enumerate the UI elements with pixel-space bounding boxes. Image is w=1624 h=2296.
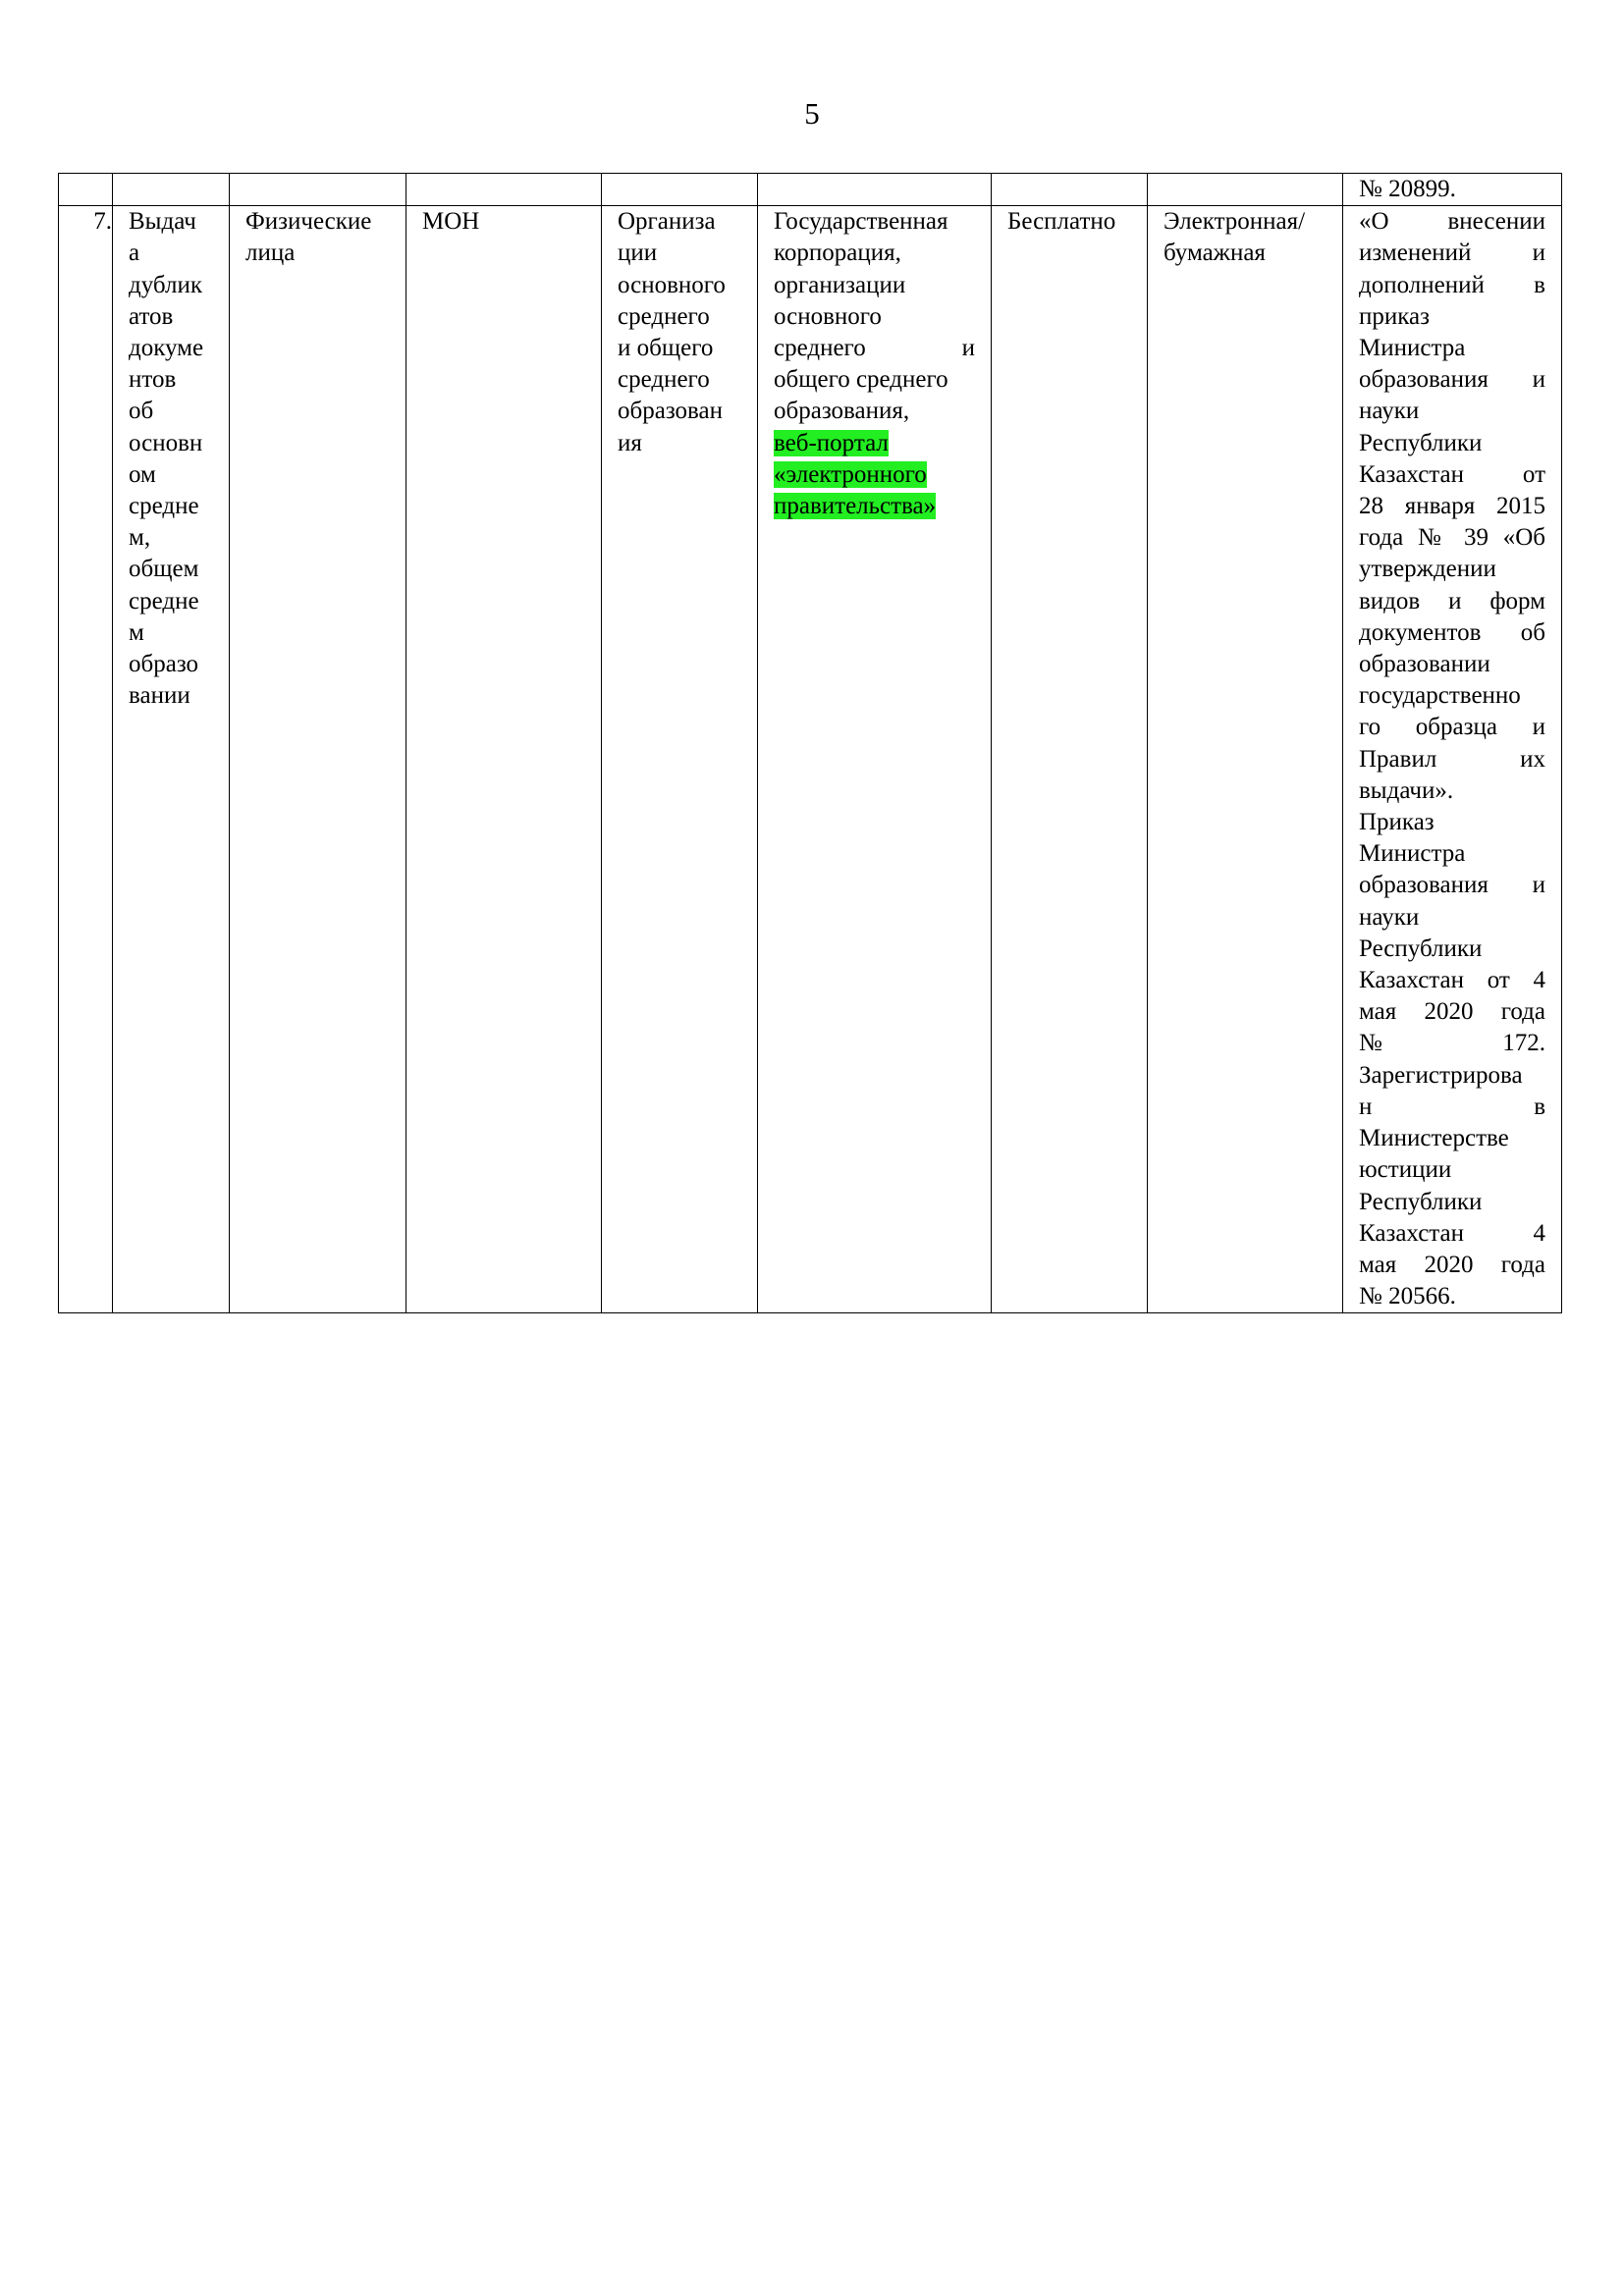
services-table (58, 173, 1562, 1313)
highlighted-text: веб-портал (774, 429, 889, 456)
cell-authority: МОН (406, 206, 602, 1313)
legal-basis-line: мая 2020 года (1359, 1251, 1545, 1278)
legal-basis-line: науки (1359, 903, 1420, 931)
cell-empty (992, 174, 1148, 206)
cell-empty (1148, 174, 1343, 206)
cell-provider: Организа ции основного среднего и общего среднего образован ия (602, 206, 758, 1313)
cell-row-number: 7. (59, 206, 113, 1313)
legal-basis-line: н в (1359, 1093, 1545, 1120)
legal-basis-line: го образца и (1359, 714, 1545, 741)
legal-basis-line: юстиции (1359, 1156, 1452, 1184)
cell-empty (406, 174, 602, 206)
cell-empty (113, 174, 230, 206)
legal-basis-line: дополнений в (1359, 271, 1545, 298)
legal-basis-line: утверждении (1359, 556, 1496, 583)
highlighted-text: «электронного (774, 460, 927, 488)
legal-basis-line: образования и (1359, 872, 1545, 899)
cell-form: Электронная/ бумажная (1148, 206, 1343, 1313)
cell-legal-basis-tail: № 20899. (1343, 174, 1562, 206)
legal-basis-line: науки (1359, 398, 1420, 425)
table-row-continuation (59, 174, 1562, 206)
acceptance-justified-line: среднего и (774, 335, 975, 362)
cell-acceptance: Государственная корпорация, организации основного среднего и общего среднего образования, веб-портал «электронного правительства» (758, 206, 992, 1313)
cell-service-name: Выдач а дублик атов докуме нтов об основн ом средне м, общем средне м образо вании (113, 206, 230, 1313)
table-row (59, 206, 1562, 1313)
legal-basis-line: Министра (1359, 840, 1466, 868)
legal-basis-line: Казахстан от (1359, 460, 1545, 488)
legal-basis-line: года № 39 «Об (1359, 524, 1545, 552)
legal-basis-line: Правил их (1359, 745, 1545, 773)
legal-basis-line: Приказ (1359, 809, 1435, 836)
legal-basis-line: Казахстан 4 (1359, 1219, 1545, 1247)
legal-basis-line: Министра (1359, 335, 1466, 362)
legal-basis-line: образовании (1359, 651, 1490, 678)
legal-basis-line: Республики (1359, 1188, 1483, 1215)
highlighted-text: правительства» (774, 493, 937, 520)
legal-basis-line: «О внесении (1359, 208, 1545, 236)
page-number: 5 (804, 96, 820, 131)
cell-recipient: Физические лица (230, 206, 406, 1313)
legal-basis-line: Казахстан от 4 (1359, 967, 1545, 994)
cell-empty (602, 174, 758, 206)
cell-empty (758, 174, 992, 206)
legal-basis-line: выдачи». (1359, 776, 1454, 804)
cell-empty (230, 174, 406, 206)
cell-legal-basis (1343, 206, 1562, 1313)
legal-basis-line: № 172. (1359, 1030, 1545, 1057)
legal-basis-line: документов об (1359, 618, 1545, 646)
legal-basis-line: Республики (1359, 429, 1483, 456)
legal-basis-line: государственно (1359, 682, 1521, 710)
cell-empty (59, 174, 113, 206)
cell-cost: Бесплатно (992, 206, 1148, 1313)
legal-basis-line: Министерстве (1359, 1125, 1509, 1152)
legal-basis-line: Зарегистрирова (1359, 1061, 1523, 1089)
legal-basis-line: видов и форм (1359, 587, 1545, 614)
legal-basis-line: мая 2020 года (1359, 998, 1545, 1026)
legal-basis-line: 28 января 2015 (1359, 493, 1545, 520)
legal-basis-line: № 20566. (1359, 1283, 1456, 1310)
legal-basis-line: Республики (1359, 934, 1483, 962)
legal-basis-line: образования и (1359, 366, 1545, 394)
legal-basis-line: изменений и (1359, 240, 1545, 267)
legal-basis-line: приказ (1359, 302, 1430, 330)
